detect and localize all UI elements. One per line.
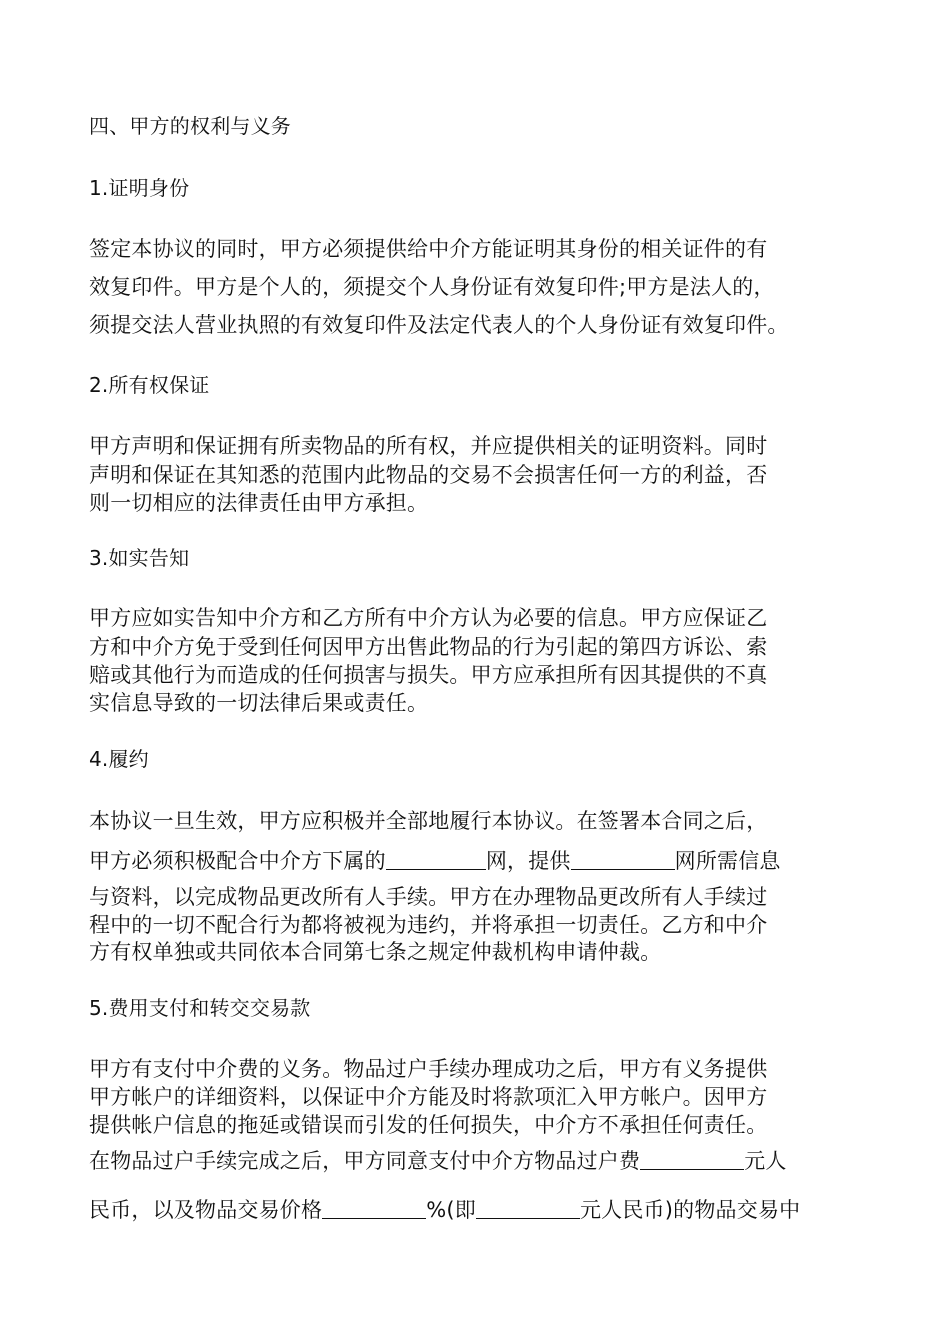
fill-in-blank[interactable] <box>640 1147 744 1170</box>
paragraph-line-with-blanks <box>89 1196 800 1223</box>
paragraph-line: 声明和保证在其知悉的范围内此物品的交易不会损害任何一方的利益，否 <box>89 463 768 487</box>
text-segment: 甲方必须积极配合中介方下属的 <box>89 849 386 873</box>
heading-performance: 4.履约 <box>89 747 149 771</box>
section-title: 四、甲方的权利与义务 <box>89 114 291 138</box>
paragraph-line-with-blanks <box>89 847 781 874</box>
heading-proof-of-identity: 1.证明身份 <box>89 176 190 200</box>
paragraph-line: 实信息导致的一切法律后果或责任。 <box>89 691 429 715</box>
paragraph-line: 程中的一切不配合行为都将被视为违约，并将承担一切责任。乙方和中介 <box>89 913 768 937</box>
paragraph-line: 甲方帐户的详细资料，以保证中介方能及时将款项汇入甲方帐户。因甲方 <box>89 1085 768 1109</box>
text-segment: 网，提供 <box>485 849 571 873</box>
paragraph-line: 甲方声明和保证拥有所卖物品的所有权，并应提供相关的证明资料。同时 <box>89 434 768 458</box>
heading-fee-payment: 5.费用支付和转交交易款 <box>89 996 311 1020</box>
text-segment: %(即 <box>426 1198 476 1222</box>
paragraph-line: 签定本协议的同时，甲方必须提供给中介方能证明其身份的相关证件的有 <box>89 237 768 261</box>
paragraph-line: 则一切相应的法律责任由甲方承担。 <box>89 491 429 515</box>
paragraph-line: 甲方应如实告知中介方和乙方所有中介方认为必要的信息。甲方应保证乙 <box>89 606 768 630</box>
text-segment: 民币，以及物品交易价格 <box>89 1198 323 1222</box>
text-segment: 在物品过户手续完成之后，甲方同意支付中介方物品过户费 <box>89 1149 641 1173</box>
heading-truthful-disclosure: 3.如实告知 <box>89 546 190 570</box>
text-segment: 元人民币)的物品交易中 <box>579 1198 801 1222</box>
paragraph-line: 赔或其他行为而造成的任何损害与损失。甲方应承担所有因其提供的不真 <box>89 663 768 687</box>
paragraph-line: 方和中介方免于受到任何因甲方出售此物品的行为引起的第四方诉讼、索 <box>89 635 768 659</box>
heading-ownership-guarantee: 2.所有权保证 <box>89 373 210 397</box>
paragraph-line-with-blanks <box>89 1147 787 1174</box>
fill-in-blank[interactable] <box>386 847 486 870</box>
paragraph-line: 须提交法人营业执照的有效复印件及法定代表人的个人身份证有效复印件。 <box>89 313 789 337</box>
fill-in-blank[interactable] <box>476 1196 580 1219</box>
fill-in-blank[interactable] <box>322 1196 426 1219</box>
paragraph-line: 与资料，以完成物品更改所有人手续。甲方在办理物品更改所有人手续过 <box>89 885 768 909</box>
paragraph-line: 提供帐户信息的拖延或错误而引发的任何损失，中介方不承担任何责任。 <box>89 1113 768 1137</box>
text-segment: 网所需信息 <box>674 849 781 873</box>
fill-in-blank[interactable] <box>571 847 675 870</box>
paragraph-line: 甲方有支付中介费的义务。物品过户手续办理成功之后，甲方有义务提供 <box>89 1057 768 1081</box>
paragraph-line: 效复印件。甲方是个人的，须提交个人身份证有效复印件;甲方是法人的， <box>89 275 775 299</box>
paragraph-line: 本协议一旦生效，甲方应积极并全部地履行本协议。在签署本合同之后， <box>89 809 768 833</box>
text-segment: 元人 <box>744 1149 787 1173</box>
paragraph-line: 方有权单独或共同依本合同第七条之规定仲裁机构申请仲裁。 <box>89 940 662 964</box>
